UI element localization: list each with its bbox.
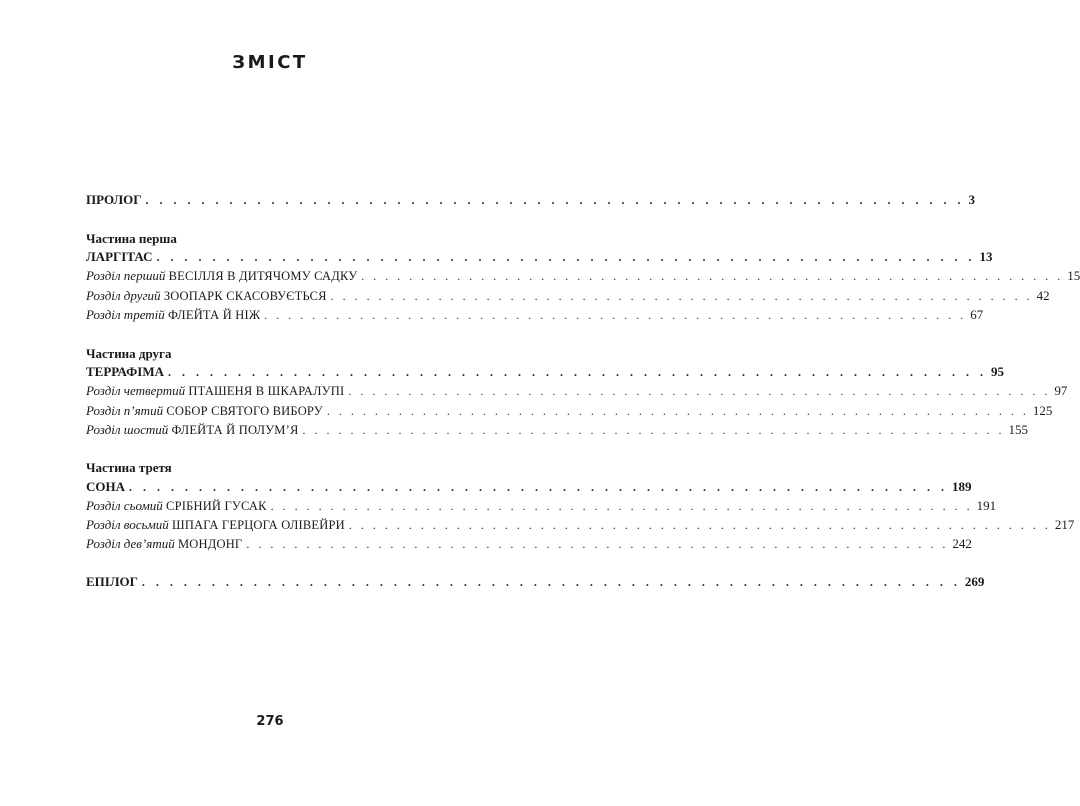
entry-page: 191 — [976, 498, 997, 513]
entry-page: 189 — [952, 479, 972, 494]
entry-page: 97 — [1054, 383, 1068, 398]
toc-entry-chapter[interactable] — [86, 534, 972, 554]
leader-dots: . . . . . . . . . . . . . . . . . . . . . . . . . . . . . . . . . . . . . . . . . . . . . . . . . . . . . . . . . . . — [168, 365, 988, 379]
part-label: Частина друга — [86, 346, 172, 361]
chapter-title: ШПАГА ГЕРЦОГА ОЛІВЕЙРИ — [172, 518, 345, 532]
chapter-title: МОНДОНГ — [177, 537, 243, 551]
chapter-prefix: Розділ третій — [86, 307, 165, 322]
leader-dots: . . . . . . . . . . . . . . . . . . . . . . . . . . . . . . . . . . . . . . . . . . . . . . . . . . . . . . . . . . . — [270, 499, 973, 513]
leader-dots: . . . . . . . . . . . . . . . . . . . . . . . . . . . . . . . . . . . . . . . . . . . . . . . . . . . . . . . . . . . — [348, 384, 1051, 398]
entry-page: 125 — [1032, 403, 1053, 418]
chapter-title: ВЕСІЛЛЯ В ДИТЯЧОМУ САДКУ — [168, 269, 358, 283]
toc-entry-chapter[interactable] — [86, 305, 984, 325]
chapter-prefix: Розділ восьмий — [86, 517, 169, 532]
chapter-prefix: Розділ четвертий — [86, 383, 186, 398]
entry-title: ТЕРРАФІМА — [86, 364, 165, 379]
leader-dots: . . . . . . . . . . . . . . . . . . . . . . . . . . . . . . . . . . . . . . . . . . . . . . . . . . . . . . . . . . . — [264, 308, 967, 322]
toc-entry-chapter[interactable] — [86, 266, 1080, 286]
leader-dots: . . . . . . . . . . . . . . . . . . . . . . . . . . . . . . . . . . . . . . . . . . . . . . . . . . . . . . . . . . . — [129, 480, 948, 494]
chapter-title: ПТАШЕНЯ В ШКАРАЛУПІ — [188, 384, 345, 398]
chapter-prefix: Розділ дев’ятий — [86, 536, 175, 551]
entry-page: 13 — [979, 249, 993, 264]
chapter-title: ЗООПАРК СКАСОВУЄТЬСЯ — [163, 289, 327, 303]
toc-entry-chapter[interactable] — [86, 286, 1050, 306]
entry-title: ЕПІЛОГ — [86, 574, 138, 589]
part-label: Частина третя — [86, 460, 172, 475]
part-label: Частина перша — [86, 231, 177, 246]
leader-dots: . . . . . . . . . . . . . . . . . . . . . . . . . . . . . . . . . . . . . . . . . . . . . . . . . . . . . . . . . . . — [141, 575, 961, 589]
leader-dots: . . . . . . . . . . . . . . . . . . . . . . . . . . . . . . . . . . . . . . . . . . . . . . . . . . . . . . . . . . . — [156, 250, 976, 264]
toc-entry-chapter[interactable] — [86, 496, 997, 516]
leader-dots: . . . . . . . . . . . . . . . . . . . . . . . . . . . . . . . . . . . . . . . . . . . . . . . . . . . . . . . . . . . — [246, 537, 949, 551]
leader-dots: . . . . . . . . . . . . . . . . . . . . . . . . . . . . . . . . . . . . . . . . . . . . . . . . . . . . . . . . . . . — [361, 269, 1064, 283]
entry-page: 217 — [1054, 517, 1075, 532]
chapter-prefix: Розділ перший — [86, 268, 166, 283]
entry-title: ЛАРГІТАС — [86, 249, 153, 264]
chapter-prefix: Розділ сьомий — [86, 498, 163, 513]
entry-page: 242 — [952, 536, 972, 551]
chapter-title: ФЛЕЙТА Й ПОЛУМ’Я — [171, 423, 299, 437]
leader-dots: . . . . . . . . . . . . . . . . . . . . . . . . . . . . . . . . . . . . . . . . . . . . . . . . . . . . . . . . . . . — [348, 518, 1051, 532]
toc-entry-part-title[interactable] — [86, 247, 993, 267]
toc-entry-epilogue[interactable] — [86, 572, 985, 592]
page-number: 276 — [256, 714, 284, 729]
entry-page: 155 — [1008, 422, 1028, 437]
toc-entry-chapter[interactable] — [86, 420, 1028, 440]
chapter-title: ФЛЕЙТА Й НІЖ — [168, 308, 261, 322]
chapter-prefix: Розділ п’ятий — [86, 403, 164, 418]
leader-dots: . . . . . . . . . . . . . . . . . . . . . . . . . . . . . . . . . . . . . . . . . . . . . . . . . . . . . . . . . . . — [330, 289, 1033, 303]
toc-entry-chapter[interactable] — [86, 515, 1075, 535]
chapter-prefix: Розділ шостий — [86, 422, 169, 437]
entry-page: 42 — [1036, 288, 1050, 303]
entry-page: 269 — [964, 574, 985, 589]
toc-entry-part-title[interactable] — [86, 477, 972, 497]
toc-entry-prologue[interactable] — [86, 190, 976, 210]
chapter-title: СРІБНИЙ ГУСАК — [166, 499, 267, 513]
entry-page: 67 — [970, 307, 984, 322]
leader-dots: . . . . . . . . . . . . . . . . . . . . . . . . . . . . . . . . . . . . . . . . . . . . . . . . . . . . . . . . . . . — [145, 193, 965, 207]
entry-title: ПРОЛОГ — [86, 192, 142, 207]
entry-page: 3 — [968, 192, 976, 207]
chapter-title: СОБОР СВЯТОГО ВИБОРУ — [166, 404, 323, 418]
toc-entry-chapter[interactable] — [86, 381, 1068, 401]
leader-dots: . . . . . . . . . . . . . . . . . . . . . . . . . . . . . . . . . . . . . . . . . . . . . . . . . . . . . . . . . . . — [302, 423, 1005, 437]
entry-page: 95 — [991, 364, 1005, 379]
entry-page: 15 — [1067, 268, 1080, 283]
chapter-prefix: Розділ другий — [86, 288, 161, 303]
toc-entry-chapter[interactable] — [86, 401, 1053, 421]
page-title: ЗМІСТ — [232, 52, 308, 73]
entry-title: СОНА — [86, 479, 125, 494]
toc-entry-part-title[interactable] — [86, 362, 1005, 382]
leader-dots: . . . . . . . . . . . . . . . . . . . . . . . . . . . . . . . . . . . . . . . . . . . . . . . . . . . . . . . . . . . — [326, 404, 1029, 418]
